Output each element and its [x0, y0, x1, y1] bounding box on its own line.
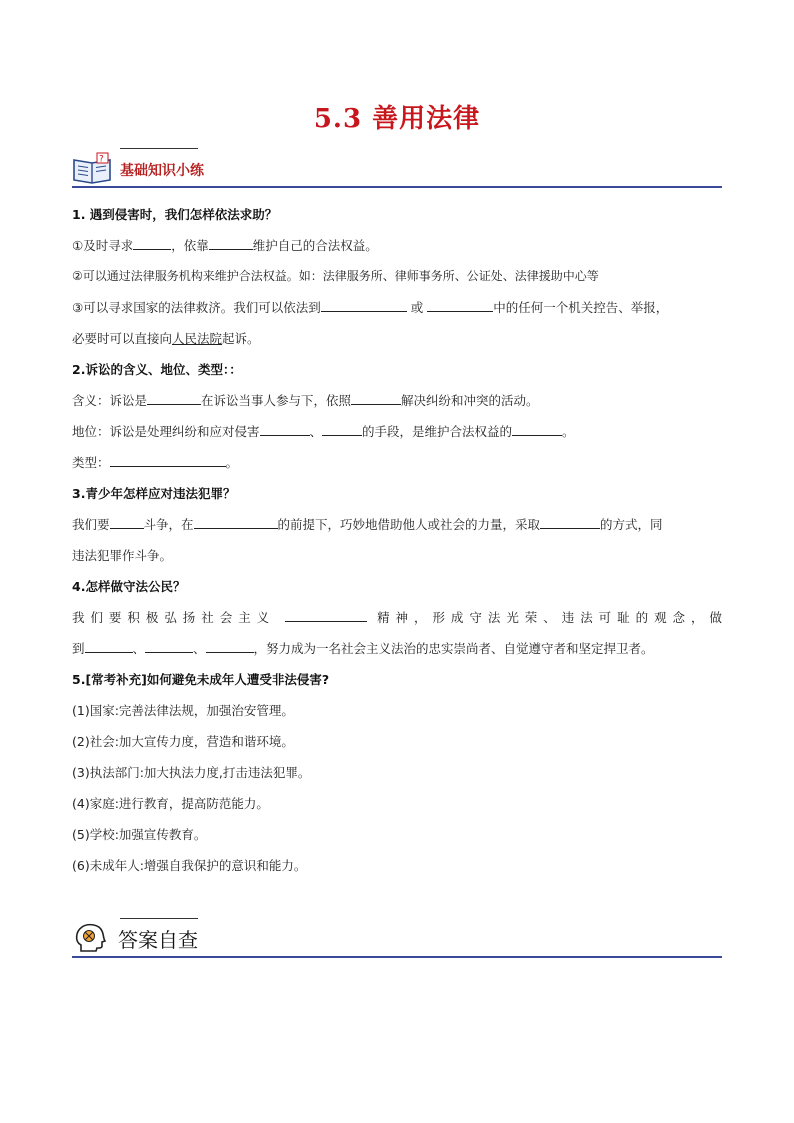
blank[interactable]	[512, 420, 562, 436]
question-2-line-3: 类型： 。	[72, 447, 722, 478]
question-1-line-4: 必要时可以直接向人民法院起诉。	[72, 331, 260, 346]
section-header-basic-practice	[72, 148, 722, 188]
blank[interactable]	[206, 637, 254, 653]
list-item: (2)社会:加大宣传力度，营造和谐环境。	[72, 734, 294, 749]
question-3-line-2: 违法犯罪作斗争。	[72, 548, 173, 563]
question-4-line-2: 到 、 、 ，努力成为一名社会主义法治的忠实崇尚者、自觉遵守者和坚定捍卫者。	[72, 633, 722, 664]
question-4-line-1: 我们要积极弘扬社会主义 精神，形成守法光荣、违法可耻的观念，做	[72, 602, 722, 633]
blank[interactable]	[540, 513, 600, 529]
section-label: 基础知识小练	[120, 163, 204, 179]
blank[interactable]	[209, 234, 253, 250]
question-2-line-2: 地位：诉讼是处理纠纷和应对侵害 、 的手段，是维护合法权益的 。	[72, 416, 722, 447]
blank[interactable]	[85, 637, 133, 653]
list-item: (1)国家:完善法律法规，加强治安管理。	[72, 703, 294, 718]
list-item: (5)学校:加强宣传教育。	[72, 827, 207, 842]
blank[interactable]	[351, 389, 401, 405]
blank[interactable]	[194, 513, 278, 529]
question-1-line-3: ③可以寻求国家的法律救济。我们可以依法到 或 中的任何一个机关控告、举报，	[72, 292, 722, 323]
blank[interactable]	[260, 420, 310, 436]
question-1-title: 1. 遇到侵害时，我们怎样依法求助？	[72, 207, 278, 222]
list-item: (4)家庭:进行教育，提高防范能力。	[72, 796, 269, 811]
list-item: (6)未成年人:增强自我保护的意识和能力。	[72, 858, 307, 873]
blank[interactable]	[110, 513, 144, 529]
exercise-content	[72, 199, 722, 881]
header-top-rule	[120, 918, 198, 919]
question-3-line-1: 我们要 斗争，在 的前提下，巧妙地借助他人或社会的力量，采取 的方式，同	[72, 509, 722, 540]
svg-text:?: ?	[99, 154, 104, 165]
header-bottom-rule	[72, 956, 722, 958]
question-2-title: 2.诉讼的含义、地位、类型：：	[72, 362, 242, 377]
answer-underlined: 人民法院	[172, 331, 223, 346]
page-title: 5.3 善用法律	[313, 104, 481, 134]
question-3-title: 3.青少年怎样应对违法犯罪？	[72, 486, 236, 501]
question-2-line-1: 含义：诉讼是 在诉讼当事人参与下，依照 解决纠纷和冲突的活动。	[72, 385, 722, 416]
list-item: (3)执法部门:加大执法力度,打击违法犯罪。	[72, 765, 311, 780]
thinking-head-icon	[72, 922, 112, 954]
blank[interactable]	[110, 451, 226, 467]
blank[interactable]	[133, 234, 171, 250]
header-bottom-rule	[72, 186, 722, 188]
blank[interactable]	[321, 296, 407, 312]
question-5-title: 5.[常考补充]如何避免未成年人遭受非法侵害?	[72, 672, 330, 687]
blank[interactable]	[285, 606, 367, 622]
question-1-line-2: ②可以通过法律服务机构来维护合法权益。如：法律服务所、律师事务所、公证处、法律援助中心等	[72, 269, 599, 283]
blank[interactable]	[147, 389, 201, 405]
header-top-rule	[120, 148, 198, 149]
question-4-title: 4.怎样做守法公民？	[72, 579, 186, 594]
section-label: 答案自查	[118, 928, 198, 952]
book-icon	[72, 152, 112, 184]
section-header-answer-check	[72, 918, 722, 958]
blank[interactable]	[145, 637, 193, 653]
blank[interactable]	[427, 296, 493, 312]
question-1-line-1: ①及时寻求 ，依靠 维护自己的合法权益。	[72, 230, 722, 261]
blank[interactable]	[322, 420, 362, 436]
